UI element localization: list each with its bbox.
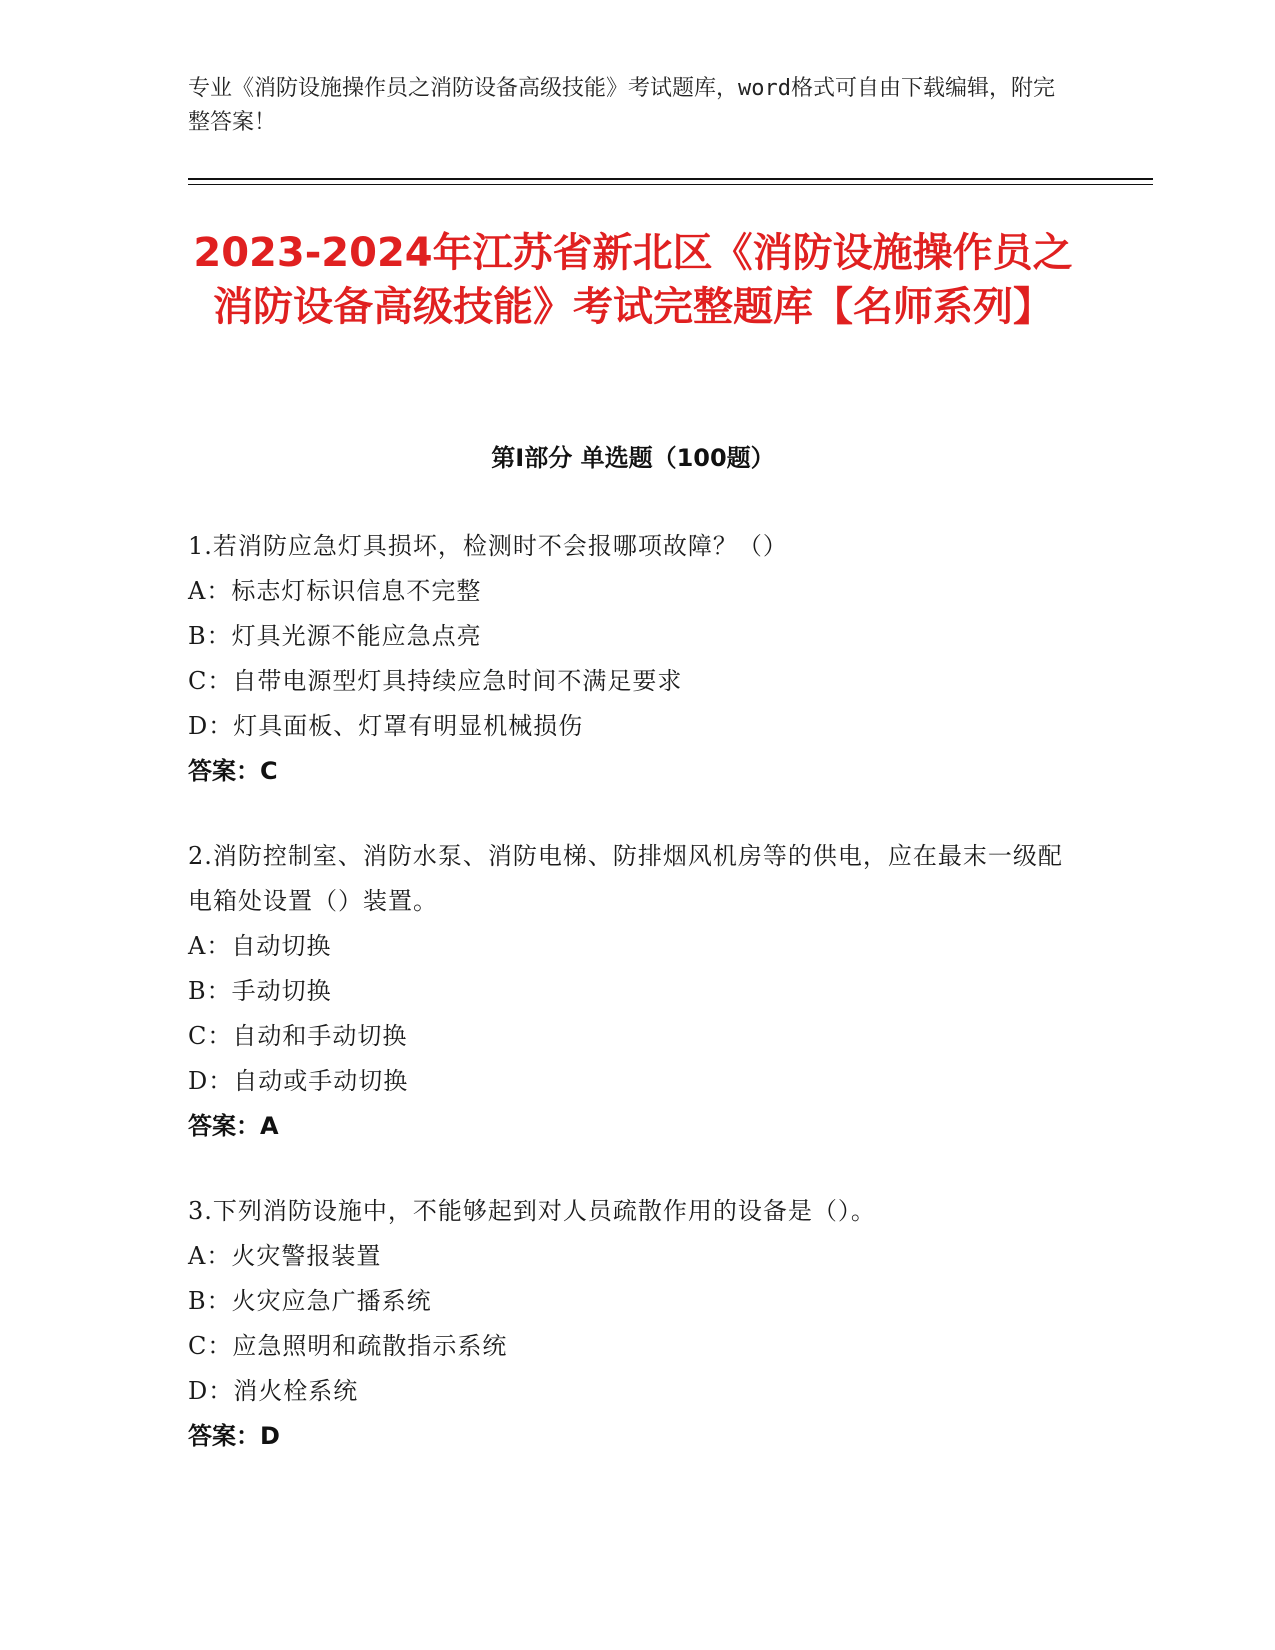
option-b: B：灯具光源不能应急点亮	[188, 622, 482, 650]
option-d: D：消火栓系统	[188, 1377, 359, 1405]
question-stem: 3.下列消防设施中，不能够起到对人员疏散作用的设备是（）。	[188, 1197, 876, 1225]
answer: 答案：C	[188, 757, 278, 785]
question-1	[188, 524, 1068, 794]
header-divider-thick	[188, 178, 1153, 180]
header-note: 专业《消防设施操作员之消防设备高级技能》考试题库，word格式可自由下载编辑，附完整答案！	[188, 76, 1055, 135]
header-divider-thin	[188, 184, 1153, 185]
option-b: B：火灾应急广播系统	[188, 1287, 432, 1315]
question-2	[188, 834, 1068, 1149]
question-stem: 2.消防控制室、消防水泵、消防电梯、防排烟风机房等的供电，应在最末一级配电箱处设置（）装置。	[188, 842, 1063, 915]
section-heading: 第I部分 单选题（100题）	[491, 444, 775, 472]
option-c: C：自动和手动切换	[188, 1022, 408, 1050]
option-c: C：自带电源型灯具持续应急时间不满足要求	[188, 667, 683, 695]
option-c: C：应急照明和疏散指示系统	[188, 1332, 508, 1360]
answer: 答案：A	[188, 1112, 279, 1140]
question-3	[188, 1189, 1068, 1459]
option-b: B：手动切换	[188, 977, 332, 1005]
option-a: A：自动切换	[188, 932, 332, 960]
option-d: D：自动或手动切换	[188, 1067, 409, 1095]
question-stem: 1.若消防应急灯具损坏，检测时不会报哪项故障？（）	[188, 532, 788, 560]
option-a: A：标志灯标识信息不完整	[188, 577, 482, 605]
document-title: 2023-2024年江苏省新北区《消防设施操作员之消防设备高级技能》考试完整题库【名师系列】	[193, 230, 1073, 330]
question-list	[188, 524, 1068, 1499]
option-a: A：火灾警报装置	[188, 1242, 382, 1270]
answer: 答案：D	[188, 1422, 280, 1450]
option-d: D：灯具面板、灯罩有明显机械损伤	[188, 712, 584, 740]
